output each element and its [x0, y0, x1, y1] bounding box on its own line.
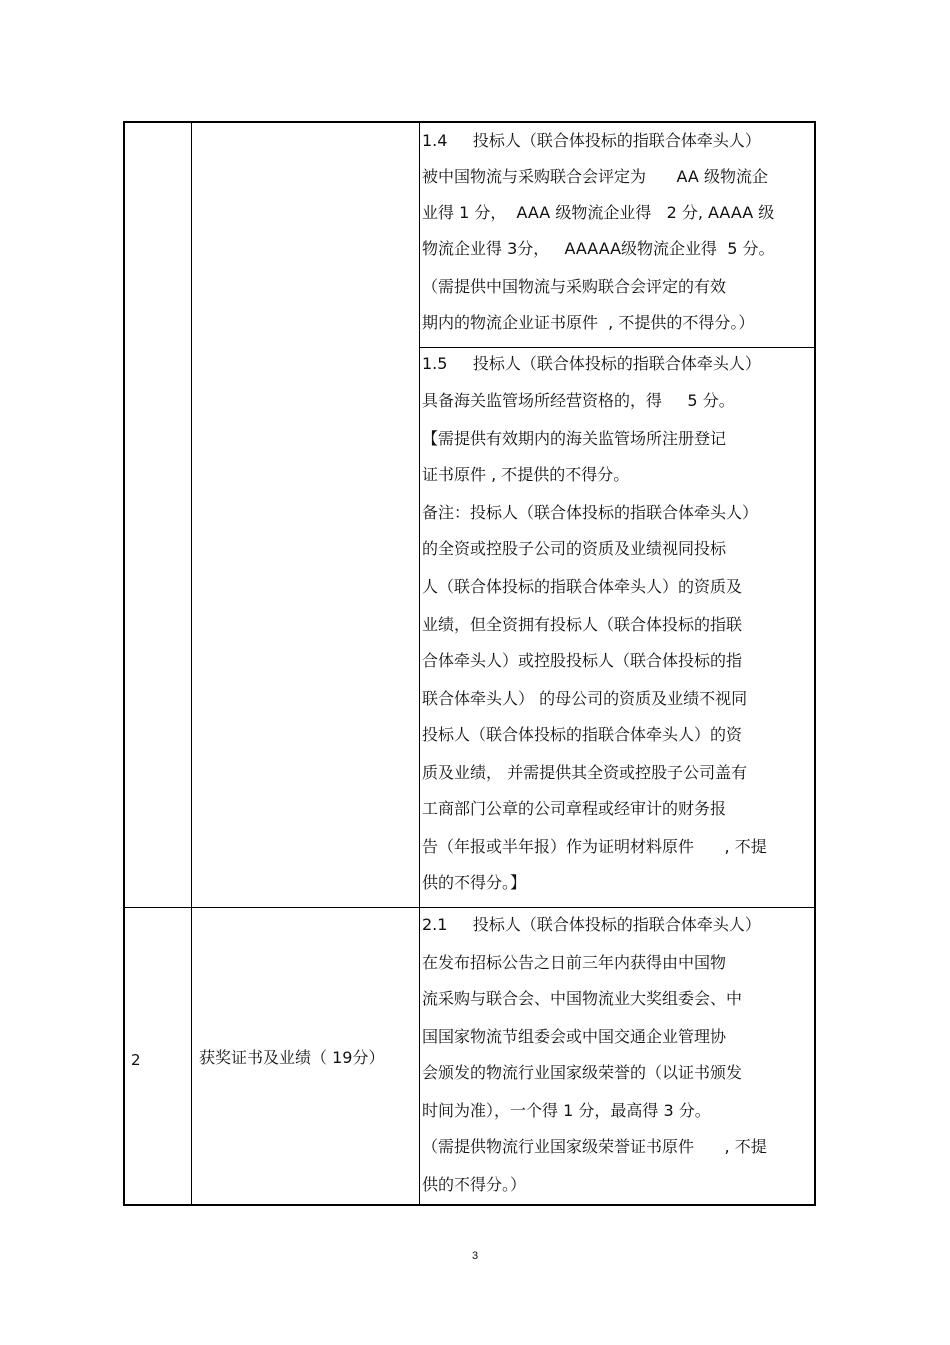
cell-text-line: （需提供中国物流与采购联合会评定的有效	[422, 277, 727, 296]
column-divider	[419, 123, 420, 1204]
cell-text-line: 流采购与联合会、中国物流业大奖组委会、中	[422, 989, 743, 1008]
cell-text-line: 期内的物流企业证书原件 , 不提供的不得分。）	[422, 313, 755, 332]
cell-text-line: 业绩，但全资拥有投标人（联合体投标的指联	[422, 615, 743, 634]
cell-text-line: 2.1 投标人（联合体投标的指联合体牵头人）	[422, 915, 761, 934]
cell-text-line: 物流企业得 3分， AAAAA级物流企业得 5 分。	[422, 239, 775, 258]
cell-text-line: 1.5 投标人（联合体投标的指联合体牵头人）	[422, 354, 761, 373]
criteria-cell-1-4	[422, 123, 812, 347]
cell-text-line: 质及业绩， 并需提供其全资或控股子公司盖有	[422, 763, 748, 782]
cell-text-line: （需提供物流行业国家级荣誉证书原件 , 不提	[422, 1137, 767, 1156]
cell-text-line: 人（联合体投标的指联合体牵头人）的资质及	[422, 577, 743, 596]
scoring-table	[123, 121, 816, 1206]
cell-text-line: 【需提供有效期内的海关监管场所注册登记	[422, 429, 727, 448]
cell-text-line: 供的不得分。】	[422, 873, 527, 892]
cell-text-line: 告（年报或半年报）作为证明材料原件 , 不提	[422, 837, 767, 856]
column-divider	[191, 123, 192, 1204]
row-number: 2	[131, 1051, 141, 1069]
category-label: 获奖证书及业绩（ 19分）	[199, 1048, 385, 1067]
cell-text-line: 备注：投标人（联合体投标的指联合体牵头人）	[422, 503, 759, 522]
cell-text-line: 供的不得分。）	[422, 1175, 527, 1194]
criteria-cell-1-5	[422, 347, 812, 907]
cell-text-line: 证书原件 , 不提供的不得分。	[422, 465, 630, 484]
page-number: 3	[471, 1250, 479, 1262]
cell-text-line: 被中国物流与采购联合会评定为 AA 级物流企	[422, 167, 768, 186]
cell-text-line: 时间为准），一个得 1 分，最高得 3 分。	[422, 1101, 711, 1120]
cell-text-line: 具备海关监管场所经营资格的，得 5 分。	[422, 391, 735, 410]
cell-text-line: 工商部门公章的公司章程或经审计的财务报	[422, 799, 727, 818]
cell-text-line: 联合体牵头人） 的母公司的资质及业绩不视同	[422, 689, 748, 708]
cell-text-line: 1.4 投标人（联合体投标的指联合体牵头人）	[422, 131, 761, 150]
cell-text-line: 合体牵头人）或控股投标人（联合体投标的指	[422, 651, 743, 670]
cell-text-line: 会颁发的物流行业国家级荣誉的（以证书颁发	[422, 1063, 743, 1082]
cell-text-line: 国国家物流节组委会或中国交通企业管理协	[422, 1027, 727, 1046]
cell-text-line: 投标人（联合体投标的指联合体牵头人）的资	[422, 725, 743, 744]
criteria-cell-2-1	[422, 907, 812, 1206]
cell-text-line: 在发布招标公告之日前三年内获得由中国物	[422, 953, 727, 972]
cell-text-line: 业得 1 分， AAA 级物流企业得 2 分, AAAA 级	[422, 203, 775, 222]
cell-text-line: 的全资或控股子公司的资质及业绩视同投标	[422, 539, 727, 558]
